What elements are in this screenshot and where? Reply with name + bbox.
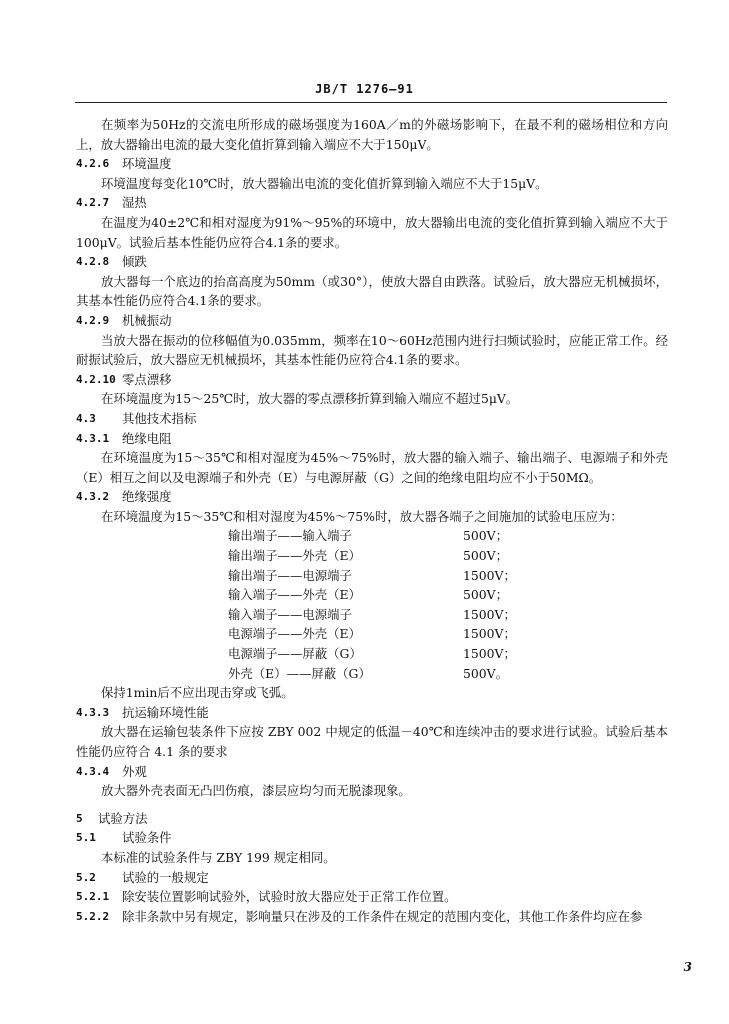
clause-title: 湿热 [122, 195, 147, 211]
clause-heading [76, 409, 668, 429]
clause-title: 试验条件 [122, 830, 172, 846]
paragraph: 在环境温度为15～35℃和相对湿度为45%～75%时，放大器的输入端子、输出端子、电源端子和外壳（E）相互之间以及电源端子和外壳（E）与电源屏蔽（G）之间的绝缘电阻均应不小于50MΩ。 [76, 450, 668, 485]
clause-number: 5 [76, 811, 83, 825]
paragraph: 保持1min后不应出现击穿或飞弧。 [101, 685, 294, 701]
terminal-pair: 输出端子——输入端子 [228, 528, 352, 544]
clause-title: 除非条款中另有规定，影响量只在涉及的工作条件在规定的范围内变化，其他工作条件均应在参 [122, 908, 643, 924]
clause-number: 4.3.2 [76, 490, 110, 504]
section-heading [76, 809, 668, 829]
clause-number: 4.3.3 [76, 705, 110, 719]
clause-number: 5.2 [76, 870, 96, 884]
test-voltage-row [76, 624, 668, 644]
clause-number: 4.3 [76, 411, 96, 425]
paragraph: 本标准的试验条件与 ZBY 199 规定相同。 [101, 849, 336, 865]
clause-number: 5.2.1 [76, 890, 110, 904]
document-body [76, 115, 668, 926]
paragraph: 在环境温度为15～25℃时，放大器的零点漂移折算到输入端应不超过5μV。 [101, 391, 519, 407]
test-voltage-row [76, 664, 668, 684]
clause-heading [76, 252, 668, 272]
terminal-pair: 输出端子——电源端子 [228, 567, 352, 583]
clause-title: 抗运输环境性能 [122, 704, 209, 720]
terminal-pair: 外壳（E）——屏蔽（G） [228, 665, 371, 681]
clause-heading [76, 370, 668, 390]
clause-heading [76, 828, 668, 848]
document-header-code: JB/T 1276—91 [315, 82, 414, 96]
clause-heading [76, 887, 668, 907]
test-voltage-row [76, 644, 668, 664]
clause-number: 4.2.10 [76, 372, 116, 386]
paragraph: 环境温度每变化10℃时，放大器输出电流的变化值折算到输入端应不大于15μV。 [101, 175, 548, 191]
clause-heading [76, 762, 668, 782]
clause-title: 外观 [122, 763, 147, 779]
header-rule [75, 102, 667, 103]
clause-heading [76, 311, 668, 331]
clause-number: 4.2.8 [76, 255, 110, 269]
clause-number: 4.2.7 [76, 196, 110, 210]
paragraph: 放大器外壳表面无凸凹伤痕，漆层应均匀而无脱漆现象。 [101, 783, 411, 799]
test-voltage-row [76, 566, 668, 586]
terminal-pair: 输入端子——外壳（E） [228, 587, 361, 603]
test-voltage-value: 500V； [463, 587, 508, 603]
paragraph: 当放大器在振动的位移幅值为0.035mm，频率在10～60Hz范围内进行扫频试验时，应能正常工作。经耐振试验后，放大器应无机械损坏，其基本性能仍应符合4.1条的要求。 [76, 332, 668, 368]
clause-number: 5.1 [76, 831, 96, 845]
clause-number: 4.3.1 [76, 431, 110, 445]
terminal-pair: 输入端子——电源端子 [228, 606, 352, 622]
clause-title: 试验方法 [98, 810, 148, 826]
test-voltage-value: 500V； [463, 528, 508, 544]
test-voltage-value: 500V。 [463, 665, 508, 681]
paragraph: 在温度为40±2℃和相对湿度为91%～95%的环境中，放大器输出电流的变化值折算到输入端应不大于100μV。试验后基本性能仍应符合4.1条的要求。 [76, 214, 668, 250]
clause-number: 4.2.6 [76, 157, 110, 171]
paragraph: 在频率为50Hz的交流电所形成的磁场强度为160A／m的外磁场影响下，在最不利的磁场相位和方向上，放大器输出电流的最大变化值折算到输入端应不大于150μV。 [76, 117, 668, 152]
test-voltage-value: 1500V； [463, 626, 516, 642]
test-voltage-row [76, 546, 668, 566]
paragraph: 放大器在运输包装条件下应按 ZBY 002 中规定的低温－40℃和连续冲击的要求进行试验。试验后基本性能仍应符合 4.1 条的要求 [76, 724, 668, 759]
test-voltage-value: 1500V； [463, 646, 516, 662]
clause-title: 倾跌 [122, 254, 147, 270]
terminal-pair: 电源端子——屏蔽（G） [228, 646, 362, 662]
clause-title: 其他技术指标 [122, 410, 197, 426]
terminal-pair: 输出端子——外壳（E） [228, 548, 361, 564]
clause-title: 绝缘电阻 [122, 430, 172, 446]
clause-title: 零点漂移 [122, 371, 172, 387]
clause-title: 机械振动 [122, 312, 172, 328]
clause-title: 绝缘强度 [122, 489, 172, 505]
terminal-pair: 电源端子——外壳（E） [228, 626, 361, 642]
page-number: 3 [683, 960, 692, 974]
test-voltage-row [76, 605, 668, 625]
clause-title: 除安装位置影响试验外，试验时放大器应处于正常工作位置。 [122, 889, 457, 905]
clause-title: 试验的一般规定 [122, 869, 209, 885]
clause-heading [76, 487, 668, 507]
clause-heading [76, 703, 668, 723]
clause-number: 5.2.2 [76, 909, 110, 923]
clause-heading [76, 868, 668, 888]
paragraph: 在环境温度为15～35℃和相对湿度为45%～75%时，放大器各端子之间施加的试验电压应为： [101, 508, 623, 524]
clause-heading [76, 429, 668, 449]
clause-number: 4.2.9 [76, 313, 110, 327]
test-voltage-row [76, 526, 668, 546]
clause-heading [76, 907, 668, 927]
clause-heading [76, 154, 668, 174]
test-voltage-value: 500V； [463, 548, 508, 564]
paragraph: 放大器每一个底边的抬高高度为50mm（或30°），使放大器自由跌落。试验后，放大器应无机械损坏，其基本性能仍应符合4.1条的要求。 [76, 273, 668, 309]
clause-title: 环境温度 [122, 156, 172, 172]
test-voltage-value: 1500V； [463, 606, 516, 622]
test-voltage-value: 1500V； [463, 567, 516, 583]
clause-heading [76, 193, 668, 213]
clause-number: 4.3.4 [76, 764, 110, 778]
test-voltage-row [76, 585, 668, 605]
